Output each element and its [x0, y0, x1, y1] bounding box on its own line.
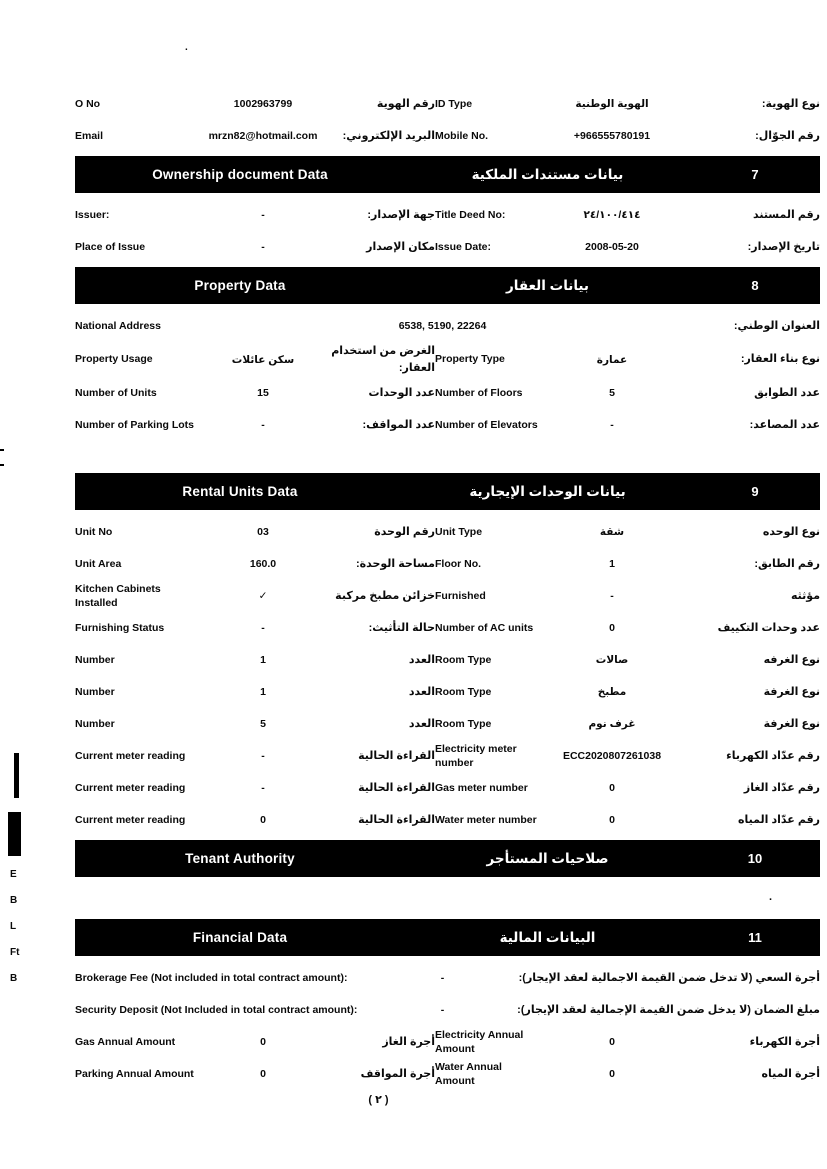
- field-label-en: Room Type: [435, 653, 492, 666]
- field-row: [75, 516, 820, 548]
- page-number: ( ٢ ): [368, 1094, 389, 1106]
- field-value: 0: [609, 1068, 615, 1080]
- field-label-en: Water Annual Amount: [435, 1060, 502, 1087]
- left-margin-scan-blob: [8, 812, 21, 856]
- scan-speck: .: [768, 891, 772, 903]
- rental-units-rows: [75, 516, 820, 836]
- property-rows: [75, 310, 820, 441]
- field-row: [75, 120, 820, 152]
- field-label-ar: العدد: [408, 685, 435, 698]
- field-label-ar: عدد المواقف:: [362, 418, 435, 431]
- field-value: 0: [609, 1036, 615, 1048]
- field-label-en: Floor No.: [435, 557, 482, 570]
- field-value: mrzn82@hotmail.com: [208, 130, 318, 142]
- section-8-property-header: [75, 267, 820, 304]
- clipped-margin-letter: Ft: [10, 947, 20, 958]
- section-number: 7: [751, 167, 759, 182]
- field-row: [75, 199, 820, 231]
- field-value: غرف نوم: [588, 718, 636, 730]
- field-label-en: Title Deed No:: [435, 208, 506, 221]
- field-label-ar: نوع الوحده: [762, 525, 820, 538]
- field-label-ar: أجرة السعي (لا تدخل ضمن القيمة الاجمالية لعقد الإيجار):: [518, 971, 820, 984]
- section-number: 11: [748, 930, 762, 945]
- field-row: [75, 772, 820, 804]
- field-label-en: Furnishing Status: [75, 621, 165, 634]
- field-row: [75, 644, 820, 676]
- field-value: 0: [609, 622, 615, 634]
- section-9-rental-units-header: [75, 473, 820, 510]
- field-label-ar: مؤثثه: [791, 589, 820, 602]
- field-value: صالات: [595, 654, 629, 666]
- section-title-en: Tenant Authority: [185, 851, 295, 866]
- field-label-en: Electricity meter number: [435, 742, 517, 769]
- field-value: 0: [260, 814, 266, 826]
- field-label-en: Current meter reading: [75, 813, 186, 826]
- field-label-en: Property Type: [435, 353, 505, 366]
- field-label-ar: خزائن مطبخ مركبة: [335, 589, 435, 602]
- field-value: 1: [609, 558, 615, 570]
- field-label-ar: نوع بناء العقار:: [740, 353, 820, 366]
- field-value: عمارة: [596, 353, 628, 366]
- field-label-ar: رقم عدّاد الكهرباء: [726, 749, 820, 762]
- clipped-margin-letter: E: [10, 869, 17, 880]
- field-value: 15: [257, 387, 269, 399]
- field-row: [75, 612, 820, 644]
- scan-speck: .: [185, 42, 188, 53]
- field-label-ar: نوع الغرفه: [763, 653, 820, 666]
- field-row: [75, 1026, 820, 1058]
- field-label-en: ID Type: [435, 97, 473, 110]
- field-label-ar: القراءة الحالية: [358, 781, 435, 794]
- field-label-en: Kitchen Cabinets Installed: [75, 582, 161, 609]
- field-value: 0: [609, 782, 615, 794]
- field-value: -: [261, 750, 265, 762]
- field-label-ar: عدد وحدات التكييف: [717, 621, 820, 634]
- tenant-authority-body: [75, 883, 820, 919]
- field-label-en: Brokerage Fee (Not included in total contract amount):: [75, 971, 348, 984]
- field-label-en: Furnished: [435, 589, 486, 602]
- field-label-en: Number of Units: [75, 386, 157, 399]
- field-value: 5: [609, 387, 615, 399]
- field-label-ar: الغرض من استخدام العقار:: [331, 345, 435, 374]
- field-row: [75, 580, 820, 612]
- field-value: 0: [260, 1036, 266, 1048]
- section-title-en: Rental Units Data: [182, 484, 298, 499]
- field-label-en: Issuer:: [75, 208, 110, 221]
- field-label-ar: أجرة المواقف: [360, 1067, 435, 1080]
- field-value: -: [261, 782, 265, 794]
- ownership-rows: [75, 199, 820, 263]
- section-7-ownership-header: [75, 156, 820, 193]
- field-label-ar: رقم عدّاد المياه: [738, 813, 820, 826]
- section-number: 9: [751, 484, 759, 499]
- field-value: 03: [257, 526, 269, 538]
- field-label-en: National Address: [75, 319, 161, 332]
- field-label-ar: رقم الطابق:: [754, 557, 820, 570]
- field-value: 5: [260, 718, 266, 730]
- field-value: -: [261, 419, 265, 431]
- id-contact-rows: [75, 88, 820, 152]
- field-label-ar: البريد الإلكتروني:: [342, 129, 435, 142]
- field-label-ar: رقم الجوّال:: [755, 129, 820, 142]
- field-label-en: Issue Date:: [435, 240, 492, 253]
- field-value: 1: [260, 654, 266, 666]
- field-label-ar: أجرة الكهرباء: [749, 1035, 820, 1048]
- field-value: 160.0: [249, 558, 277, 570]
- field-label-ar: حالة التأثيث:: [368, 621, 435, 634]
- section-title-ar: صلاحيات المستأجر: [486, 850, 609, 866]
- field-value: +966555780191: [573, 130, 651, 142]
- field-label-ar: القراءة الحالية: [358, 749, 435, 762]
- field-label-en: Place of Issue: [75, 240, 146, 253]
- field-label-ar: أجرة المياه: [761, 1067, 820, 1080]
- contract-content: [75, 0, 820, 1094]
- field-label-ar: مكان الإصدار: [366, 240, 435, 253]
- field-row: [75, 804, 820, 836]
- section-title-en: Ownership document Data: [152, 167, 328, 182]
- field-row: [75, 962, 820, 994]
- left-margin-scan-bar: [14, 753, 19, 798]
- field-row: [75, 377, 820, 409]
- field-label-ar: جهة الإصدار:: [367, 208, 435, 221]
- clipped-margin-letter: B: [10, 895, 18, 906]
- field-label-en: Gas meter number: [435, 781, 528, 794]
- field-value: -: [261, 241, 265, 253]
- section-title-en: Property Data: [194, 278, 286, 293]
- field-value: -: [610, 419, 614, 431]
- field-label-en: Security Deposit (Not Included in total contract amount):: [75, 1003, 358, 1016]
- field-label-ar: رقم عدّاد الغاز: [743, 781, 820, 794]
- field-label-ar: رقم المستند: [752, 208, 820, 221]
- section-title-ar: بيانات العقار: [506, 277, 589, 293]
- field-value: سكن عائلات: [231, 353, 295, 366]
- field-label-en: Number: [75, 717, 115, 730]
- clipped-margin-letter: L: [10, 921, 17, 932]
- field-label-ar: أجرة الغاز: [382, 1035, 435, 1048]
- field-label-en: Number of AC units: [435, 621, 534, 634]
- field-value: -: [440, 972, 445, 984]
- field-value: ECC2020807261038: [562, 750, 662, 762]
- clipped-margin-letter: B: [10, 973, 18, 984]
- field-value: مطبخ: [597, 686, 627, 698]
- field-label-ar: تاريخ الإصدار:: [747, 240, 820, 253]
- field-value: 1002963799: [233, 98, 293, 110]
- field-label-ar: نوع الغرفة: [763, 685, 820, 698]
- section-title-ar: بيانات الوحدات الإيجارية: [469, 483, 626, 499]
- section-title-ar: البيانات المالية: [499, 929, 596, 945]
- left-margin-clipped-text: [10, 862, 32, 992]
- field-value: -: [261, 622, 265, 634]
- field-row: [75, 88, 820, 120]
- field-value: 6538, 5190, 22264: [398, 320, 487, 332]
- field-label-en: Number of Parking Lots: [75, 418, 195, 431]
- field-label-en: Number of Floors: [435, 386, 523, 399]
- left-margin-tick: [0, 464, 4, 466]
- field-label-en: Number: [75, 685, 115, 698]
- field-label-ar: العدد: [408, 653, 435, 666]
- financial-rows: [75, 962, 820, 1090]
- field-row: [75, 548, 820, 580]
- field-value: 0: [609, 814, 615, 826]
- field-value: 2008-05-20: [585, 241, 639, 253]
- field-label-ar: نوع الغرفة: [763, 717, 820, 730]
- field-value: -: [440, 1004, 445, 1016]
- field-label-en: Property Usage: [75, 353, 153, 366]
- field-value: -: [261, 209, 265, 221]
- section-10-tenant-authority-header: [75, 840, 820, 877]
- field-label-en: O No: [75, 97, 101, 110]
- section-title-ar: بيانات مستندات الملكية: [471, 166, 624, 182]
- field-label-en: Number of Elevators: [435, 418, 538, 431]
- field-label-ar: نوع الهوية:: [761, 97, 820, 110]
- field-label-ar: عدد الطوابق: [754, 386, 820, 399]
- field-value: ✓: [258, 590, 268, 602]
- field-value: شقة: [599, 526, 625, 538]
- field-label-en: Current meter reading: [75, 749, 186, 762]
- field-label-ar: العدد: [408, 717, 435, 730]
- section-11-financial-header: [75, 919, 820, 956]
- field-value: 0: [260, 1068, 266, 1080]
- field-label-en: Current meter reading: [75, 781, 186, 794]
- field-row: [75, 740, 820, 772]
- section-number: 8: [751, 278, 759, 293]
- field-label-en: Electricity Annual Amount: [435, 1028, 524, 1055]
- left-margin-tick: [0, 449, 4, 451]
- field-label-ar: عدد الوحدات: [368, 386, 435, 399]
- field-label-ar: مساحة الوحدة:: [355, 557, 435, 570]
- field-row: [75, 994, 820, 1026]
- field-row: [75, 409, 820, 441]
- field-label-en: Unit Type: [435, 525, 483, 538]
- field-value: -: [610, 590, 614, 602]
- field-label-en: Parking Annual Amount: [75, 1067, 194, 1080]
- section-number: 10: [747, 851, 763, 866]
- field-label-en: Email: [75, 129, 104, 142]
- field-row: [75, 342, 820, 377]
- field-row: [75, 708, 820, 740]
- field-label-en: Room Type: [435, 717, 492, 730]
- field-label-en: Mobile No.: [435, 129, 489, 142]
- field-label-en: Gas Annual Amount: [75, 1035, 176, 1048]
- field-row: [75, 1058, 820, 1090]
- field-label-ar: مبلغ الضمان (لا يدخل ضمن القيمة الإجمالية لعقد الإيجار):: [517, 1003, 820, 1016]
- field-label-ar: العنوان الوطني:: [733, 319, 820, 332]
- field-value: 1: [260, 686, 266, 698]
- field-label-en: Unit No: [75, 525, 113, 538]
- field-row: [75, 231, 820, 263]
- field-row: [75, 310, 820, 342]
- field-label-en: Water meter number: [435, 813, 537, 826]
- field-label-ar: القراءة الحالية: [358, 813, 435, 826]
- field-row: [75, 676, 820, 708]
- field-label-ar: رقم الوحدة: [374, 525, 435, 538]
- field-label-ar: عدد المصاعد:: [749, 418, 820, 431]
- field-label-ar: رقم الهوية: [376, 97, 435, 110]
- section-title-en: Financial Data: [192, 930, 288, 945]
- field-value: الهوية الوطنية: [575, 98, 649, 110]
- field-label-en: Number: [75, 653, 115, 666]
- field-label-en: Unit Area: [75, 557, 122, 570]
- field-value: ٢٤/١٠٠/٤١٤: [583, 209, 641, 221]
- field-label-en: Room Type: [435, 685, 492, 698]
